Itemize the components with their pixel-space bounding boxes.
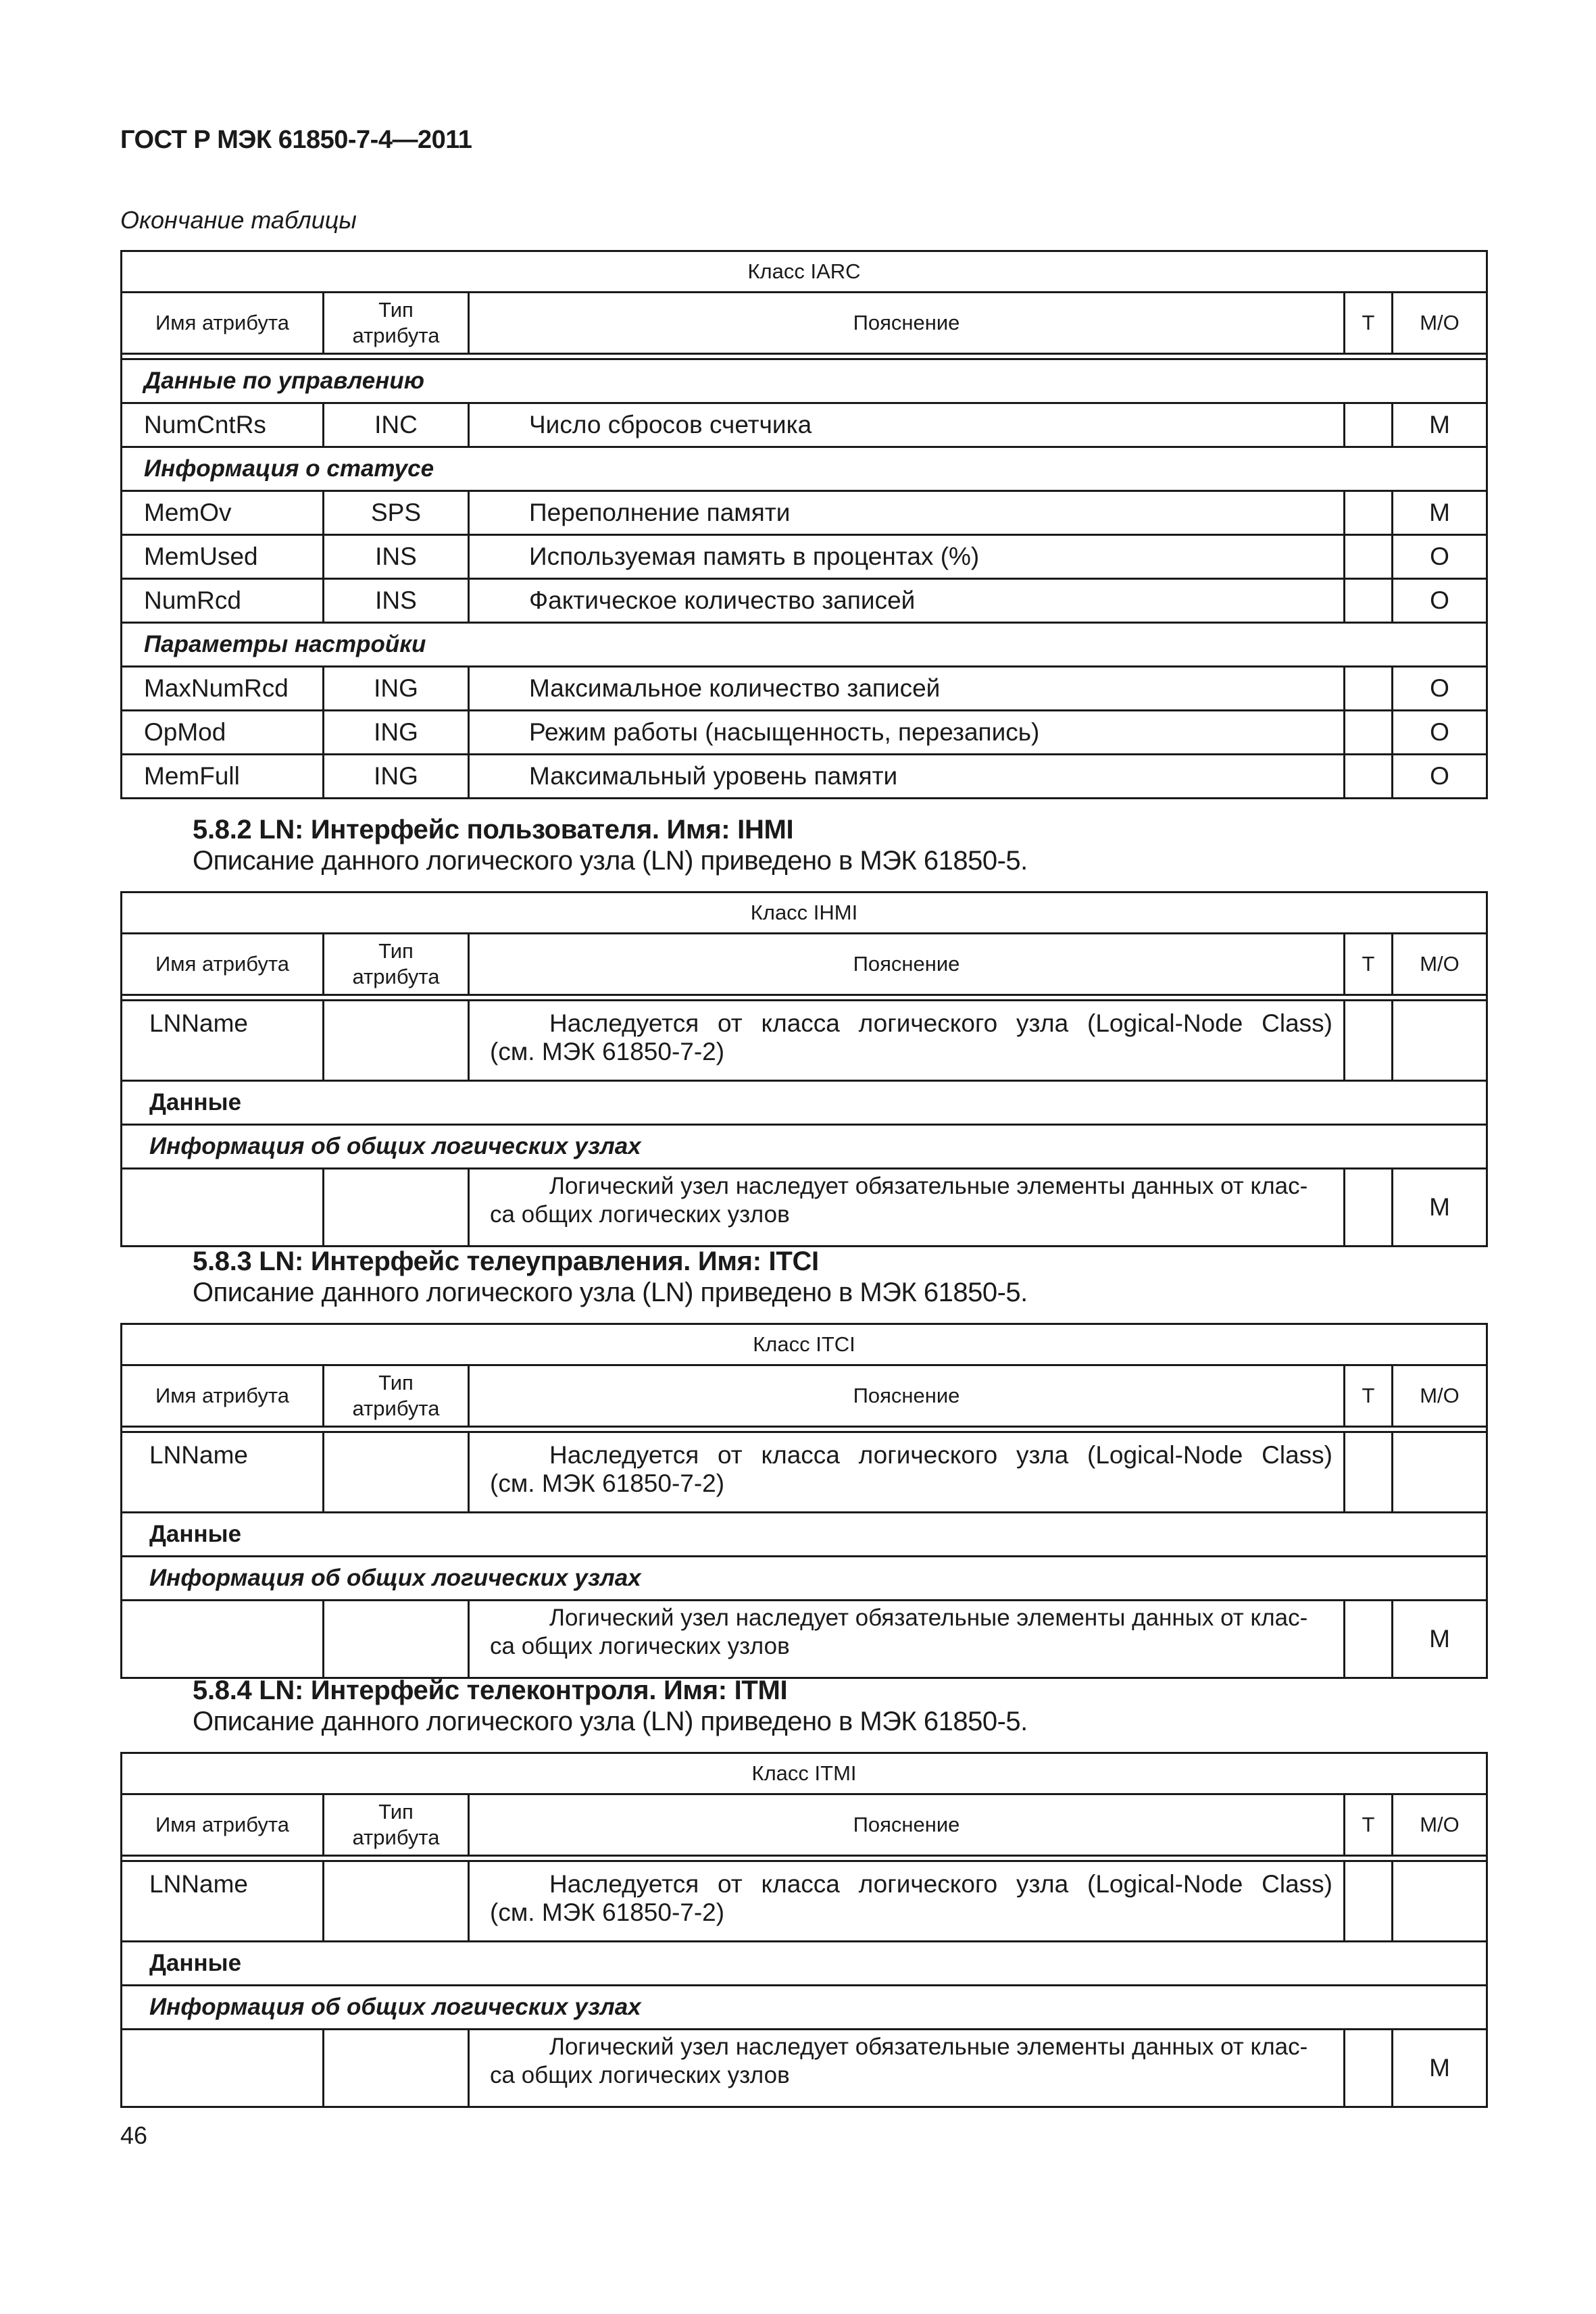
table-row [122, 667, 1487, 711]
class-label: Класс IHMI [122, 892, 1487, 934]
attr-type: INC [324, 403, 469, 447]
col-header-mo: M/O [1393, 1365, 1487, 1427]
column-header-row [122, 1794, 1487, 1856]
attr-t [1345, 1601, 1393, 1678]
attr-type [324, 1432, 469, 1513]
common-row [122, 1169, 1487, 1247]
col-header-t: T [1345, 1794, 1393, 1856]
table-row [122, 579, 1487, 623]
double-rule [122, 995, 1487, 1001]
itmi-section [120, 1675, 1486, 2108]
col-header-explain: Пояснение [469, 293, 1345, 354]
attr-type: INS [324, 579, 469, 623]
attr-name: MaxNumRcd [122, 667, 324, 711]
common-info-label: Информация об общих логических узлах [122, 1125, 1487, 1169]
lnname-row [122, 1861, 1487, 1942]
col-header-type: Тип атрибута [324, 293, 469, 354]
attr-name [122, 2030, 324, 2107]
group-title: Параметры настройки [122, 623, 1487, 667]
attr-t [1345, 1169, 1393, 1247]
attr-type [324, 1601, 469, 1678]
column-header-row [122, 934, 1487, 995]
attr-desc: Наследуется от класса логического узла (Logical-Node Class) (см. МЭК 61850-7-2) [469, 1861, 1345, 1942]
attr-mo: O [1393, 579, 1487, 623]
attr-mo: M [1393, 1169, 1487, 1247]
attr-mo: O [1393, 711, 1487, 755]
lnname-row [122, 1432, 1487, 1513]
attr-desc: Используемая память в процентах (%) [469, 535, 1345, 579]
column-header-row [122, 1365, 1487, 1427]
table-row [122, 491, 1487, 535]
attr-name: MemUsed [122, 535, 324, 579]
col-header-name: Имя атрибута [122, 293, 324, 354]
attr-name: LNName [122, 1001, 324, 1081]
attr-type [324, 1861, 469, 1942]
col-header-name: Имя атрибута [122, 1365, 324, 1427]
attr-name [122, 1169, 324, 1247]
col-header-t: T [1345, 1365, 1393, 1427]
double-rule [122, 1427, 1487, 1432]
attr-type: ING [324, 711, 469, 755]
attr-name: NumCntRs [122, 403, 324, 447]
data-label: Данные [122, 1513, 1487, 1557]
attr-mo: O [1393, 755, 1487, 799]
group-title: Данные по управлению [122, 359, 1487, 403]
column-header-row [122, 293, 1487, 354]
attr-type [324, 1169, 469, 1247]
col-header-name: Имя атрибута [122, 934, 324, 995]
attr-type: INS [324, 535, 469, 579]
section-heading: 5.8.3 LN: Интерфейс телеуправления. Имя: ITCI [193, 1247, 819, 1276]
attr-t [1345, 403, 1393, 447]
itmi-table [120, 1752, 1488, 2108]
col-header-t: T [1345, 293, 1393, 354]
attr-t [1345, 711, 1393, 755]
table-row [122, 535, 1487, 579]
attr-mo: M [1393, 2030, 1487, 2107]
common-row [122, 1601, 1487, 1678]
col-header-explain: Пояснение [469, 1365, 1345, 1427]
attr-type: ING [324, 667, 469, 711]
attr-desc: Наследуется от класса логического узла (Logical-Node Class) (см. МЭК 61850-7-2) [469, 1001, 1345, 1081]
attr-t [1345, 579, 1393, 623]
table-row [122, 711, 1487, 755]
iarc-section [120, 250, 1486, 799]
attr-name [122, 1601, 324, 1678]
class-label: Класс ITCI [122, 1324, 1487, 1365]
attr-t [1345, 755, 1393, 799]
attr-t [1345, 1432, 1393, 1513]
common-info-label: Информация об общих логических узлах [122, 1557, 1487, 1601]
attr-name: MemFull [122, 755, 324, 799]
attr-desc: Логический узел наследует обязательные элементы данных от клас- са общих логических узлов [469, 2030, 1345, 2107]
ihmi-section [120, 814, 1486, 1247]
attr-desc: Логический узел наследует обязательные элементы данных от клас- са общих логических узлов [469, 1601, 1345, 1678]
common-info-label: Информация об общих логических узлах [122, 1986, 1487, 2030]
attr-mo [1393, 1432, 1487, 1513]
lnname-row [122, 1001, 1487, 1081]
document-header: ГОСТ Р МЭК 61850-7-4—2011 [120, 126, 472, 154]
col-header-type: Тип атрибута [324, 1794, 469, 1856]
col-header-name: Имя атрибута [122, 1794, 324, 1856]
attr-type: ING [324, 755, 469, 799]
attr-desc: Режим работы (насыщенность, перезапись) [469, 711, 1345, 755]
col-header-t: T [1345, 934, 1393, 995]
attr-name: LNName [122, 1432, 324, 1513]
attr-type [324, 2030, 469, 2107]
attr-desc: Число сбросов счетчика [469, 403, 1345, 447]
attr-t [1345, 2030, 1393, 2107]
attr-desc: Максимальный уровень памяти [469, 755, 1345, 799]
attr-t [1345, 535, 1393, 579]
attr-type: SPS [324, 491, 469, 535]
group-title: Информация о статусе [122, 447, 1487, 491]
class-label: Класс ITMI [122, 1753, 1487, 1794]
table-row [122, 755, 1487, 799]
common-row [122, 2030, 1487, 2107]
data-label: Данные [122, 1081, 1487, 1125]
itci-table [120, 1323, 1488, 1679]
attr-name: MemOv [122, 491, 324, 535]
attr-t [1345, 1861, 1393, 1942]
section-description: Описание данного логического узла (LN) приведено в МЭК 61850-5. [193, 1278, 1028, 1307]
table-continuation-label: Окончание таблицы [120, 206, 357, 234]
attr-name: OpMod [122, 711, 324, 755]
attr-name: NumRcd [122, 579, 324, 623]
col-header-type: Тип атрибута [324, 1365, 469, 1427]
attr-mo: O [1393, 535, 1487, 579]
attr-mo: M [1393, 1601, 1487, 1678]
attr-desc: Логический узел наследует обязательные элементы данных от клас- са общих логических узлов [469, 1169, 1345, 1247]
attr-name: LNName [122, 1861, 324, 1942]
col-header-type: Тип атрибута [324, 934, 469, 995]
attr-desc: Максимальное количество записей [469, 667, 1345, 711]
attr-mo [1393, 1861, 1487, 1942]
section-description: Описание данного логического узла (LN) приведено в МЭК 61850-5. [193, 1707, 1028, 1736]
col-header-mo: M/O [1393, 1794, 1487, 1856]
attr-t [1345, 1001, 1393, 1081]
attr-mo: M [1393, 403, 1487, 447]
itci-section [120, 1246, 1486, 1679]
col-header-explain: Пояснение [469, 934, 1345, 995]
page-number: 46 [120, 2121, 148, 2149]
ihmi-table [120, 891, 1488, 1247]
col-header-mo: M/O [1393, 293, 1487, 354]
data-label: Данные [122, 1942, 1487, 1986]
section-heading: 5.8.2 LN: Интерфейс пользователя. Имя: IHMI [193, 815, 794, 845]
attr-t [1345, 667, 1393, 711]
iarc-table [120, 250, 1488, 799]
double-rule [122, 1856, 1487, 1861]
section-description: Описание данного логического узла (LN) приведено в МЭК 61850-5. [193, 846, 1028, 876]
section-heading: 5.8.4 LN: Интерфейс телеконтроля. Имя: ITMI [193, 1676, 788, 1705]
attr-type [324, 1001, 469, 1081]
class-label: Класс IARC [122, 251, 1487, 293]
col-header-explain: Пояснение [469, 1794, 1345, 1856]
attr-mo: O [1393, 667, 1487, 711]
attr-desc: Фактическое количество записей [469, 579, 1345, 623]
table-row [122, 403, 1487, 447]
col-header-mo: M/O [1393, 934, 1487, 995]
attr-desc: Наследуется от класса логического узла (Logical-Node Class) (см. МЭК 61850-7-2) [469, 1432, 1345, 1513]
attr-desc: Переполнение памяти [469, 491, 1345, 535]
attr-mo [1393, 1001, 1487, 1081]
attr-mo: M [1393, 491, 1487, 535]
double-rule [122, 354, 1487, 359]
attr-t [1345, 491, 1393, 535]
